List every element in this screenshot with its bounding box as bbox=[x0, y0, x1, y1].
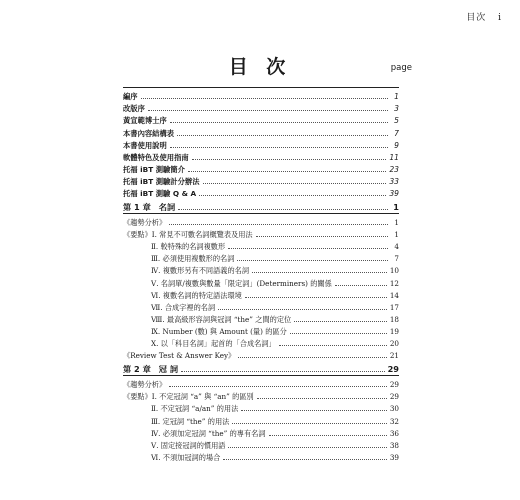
toc-entry[interactable] bbox=[123, 438, 399, 450]
toc-entry-label: Ⅹ. 以「科目名詞」起首的「合成名詞」 bbox=[151, 339, 276, 349]
toc-entry-label: 托福 iBT 測驗簡介 bbox=[123, 164, 185, 174]
dot-leader bbox=[257, 398, 387, 399]
divider bbox=[123, 87, 399, 88]
toc-entry-page: 1 bbox=[394, 92, 399, 102]
dot-leader bbox=[294, 321, 387, 322]
toc-entry-label: Ⅲ. 定冠詞 “the” 的用法 bbox=[151, 416, 230, 426]
toc-entry-page: 5 bbox=[394, 116, 399, 126]
toc-entry-label: Ⅷ. 最高級形容詞與冠詞 “the” 之間的定位 bbox=[151, 315, 292, 325]
dot-leader bbox=[238, 357, 387, 358]
toc-entry-page: 33 bbox=[389, 177, 399, 187]
toc-entry-label: Ⅳ. 複數形另有不同語義的名詞 bbox=[151, 266, 250, 276]
toc-entry[interactable] bbox=[123, 263, 399, 275]
toc-entry-page: 39 bbox=[389, 189, 399, 199]
toc-entry-label: Ⅸ. Number (數) 與 Amount (量) 的區分 bbox=[151, 327, 287, 337]
toc-entry-page: 11 bbox=[389, 152, 399, 162]
chapter-title bbox=[123, 203, 175, 212]
dot-leader bbox=[279, 345, 387, 346]
dot-leader bbox=[218, 309, 387, 310]
toc-entry-page: 19 bbox=[389, 327, 399, 337]
toc-entry-label: 《Review Test & Answer Key》 bbox=[123, 351, 236, 361]
dot-leader bbox=[228, 447, 386, 448]
toc-entry[interactable] bbox=[123, 336, 399, 348]
chapter-title bbox=[123, 365, 178, 374]
front-matter-entry[interactable] bbox=[123, 125, 399, 137]
toc-entry-page: 29 bbox=[389, 392, 399, 402]
toc-entry[interactable] bbox=[123, 239, 399, 251]
toc-entry[interactable] bbox=[123, 401, 399, 413]
toc-entry-page: 1 bbox=[394, 230, 399, 240]
toc-entry-label: 托福 iBT 測驗計分辦法 bbox=[123, 177, 200, 187]
dot-leader bbox=[199, 195, 386, 196]
toc-entry-page: 39 bbox=[389, 452, 399, 462]
toc-entry-label: 本書使用說明 bbox=[123, 140, 167, 150]
toc-entry[interactable] bbox=[123, 251, 399, 263]
front-matter-entry[interactable] bbox=[123, 150, 399, 162]
running-head bbox=[466, 10, 502, 23]
toc-entry-label: Ⅱ. 不定冠詞 “a/an” 的用法 bbox=[151, 404, 239, 414]
toc-entry[interactable] bbox=[123, 288, 399, 300]
toc-entry-label: 托福 iBT 測驗 Q & A bbox=[123, 189, 197, 199]
toc-entry-page: 7 bbox=[394, 128, 399, 138]
front-matter-entry[interactable] bbox=[123, 138, 399, 150]
front-matter-entry[interactable] bbox=[123, 113, 399, 125]
dot-leader bbox=[177, 135, 388, 136]
page-column-label: page bbox=[390, 63, 412, 73]
front-matter-list bbox=[123, 89, 399, 198]
toc-entry[interactable] bbox=[123, 348, 399, 360]
toc-entry-label: Ⅳ. 必須加定冠詞 “the” 的專有名詞 bbox=[151, 428, 266, 438]
toc-entry-page: 9 bbox=[394, 140, 399, 150]
toc-entry[interactable] bbox=[123, 300, 399, 312]
dot-leader bbox=[241, 410, 387, 411]
toc-entry-label: 黃宣範博士序 bbox=[123, 116, 167, 126]
toc-entry[interactable] bbox=[123, 227, 399, 239]
dot-leader bbox=[290, 333, 387, 334]
front-matter-entry[interactable] bbox=[123, 89, 399, 101]
toc-entry-page: 38 bbox=[389, 440, 399, 450]
toc-entry[interactable] bbox=[123, 324, 399, 336]
dot-leader bbox=[178, 209, 388, 210]
toc-entry-label: 《趨勢分析》 bbox=[123, 217, 167, 227]
toc-entry-page: 36 bbox=[389, 428, 399, 438]
toc-entry[interactable] bbox=[123, 377, 399, 389]
chapter-name: 名詞 bbox=[158, 201, 176, 212]
dot-leader bbox=[141, 98, 388, 99]
dot-leader bbox=[148, 110, 388, 111]
toc-entry[interactable] bbox=[123, 275, 399, 287]
dot-leader bbox=[170, 122, 388, 123]
dot-leader bbox=[170, 147, 388, 148]
dot-leader bbox=[237, 260, 388, 261]
dot-leader bbox=[169, 224, 388, 225]
toc-entry-label: 《要點》Ⅰ. 常見不可數名詞概覽表及用法 bbox=[123, 230, 253, 240]
toc-entry-label: Ⅵ. 不須加冠詞的場合 bbox=[151, 452, 221, 462]
chapter-name: 冠 詞 bbox=[158, 363, 179, 374]
chapter-number: 第 2 章 bbox=[123, 363, 151, 374]
dot-leader bbox=[181, 371, 385, 372]
dot-leader bbox=[232, 423, 387, 424]
toc-entry-label: 改版序 bbox=[123, 104, 145, 114]
dot-leader bbox=[228, 248, 388, 249]
toc-entry-label: Ⅴ. 固定接冠詞的慣用語 bbox=[151, 440, 226, 450]
toc-entry[interactable] bbox=[123, 413, 399, 425]
toc-entry-page: 1 bbox=[394, 217, 399, 227]
front-matter-entry[interactable] bbox=[123, 186, 399, 198]
toc-entry-label: Ⅶ. 合成字裡的名詞 bbox=[151, 302, 216, 312]
chapter-heading[interactable] bbox=[123, 360, 399, 374]
dot-leader bbox=[335, 285, 387, 286]
toc-entry-label: 編序 bbox=[123, 92, 138, 102]
chapter-number: 第 1 章 bbox=[123, 201, 151, 212]
dot-leader bbox=[188, 171, 386, 172]
toc-entry-label: Ⅱ. 較特殊的名詞複數形 bbox=[151, 242, 226, 252]
dot-leader bbox=[245, 297, 387, 298]
toc-entry-label: 本書內容結構表 bbox=[123, 128, 175, 138]
toc-entry-label: Ⅲ. 必須使用複數形的名詞 bbox=[151, 254, 235, 264]
dot-leader bbox=[169, 386, 387, 387]
chapter-list bbox=[123, 198, 399, 462]
running-head-text: 目次 bbox=[466, 13, 487, 23]
toc-entry-page: 23 bbox=[389, 164, 399, 174]
toc-entry-page: 12 bbox=[389, 278, 399, 288]
table-of-contents bbox=[123, 86, 399, 462]
dot-leader bbox=[256, 236, 388, 237]
toc-entry[interactable] bbox=[123, 312, 399, 324]
toc-entry-page: 21 bbox=[389, 351, 399, 361]
toc-entry[interactable] bbox=[123, 215, 399, 227]
dot-leader bbox=[192, 159, 387, 160]
chapter-page: 1 bbox=[393, 201, 399, 212]
toc-entry-page: 29 bbox=[389, 380, 399, 390]
dot-leader bbox=[269, 435, 387, 436]
toc-entry[interactable] bbox=[123, 450, 399, 462]
toc-entry[interactable] bbox=[123, 389, 399, 401]
chapter-page: 29 bbox=[387, 363, 399, 374]
divider bbox=[123, 375, 399, 376]
divider bbox=[123, 213, 399, 214]
front-matter-entry[interactable] bbox=[123, 101, 399, 113]
toc-entry-page: 14 bbox=[389, 290, 399, 300]
chapter-heading[interactable] bbox=[123, 198, 399, 212]
front-matter-entry[interactable] bbox=[123, 162, 399, 174]
front-matter-entry[interactable] bbox=[123, 174, 399, 186]
toc-entry-page: 3 bbox=[394, 104, 399, 114]
toc-entry-label: Ⅵ. 複數名詞的特定語法環境 bbox=[151, 290, 242, 300]
dot-leader bbox=[252, 272, 387, 273]
toc-entry-page: 7 bbox=[394, 254, 399, 264]
toc-entry-page: 30 bbox=[389, 404, 399, 414]
toc-entry-label: 軟體特色及使用指南 bbox=[123, 152, 189, 162]
toc-entry-page: 17 bbox=[389, 302, 399, 312]
toc-entry-label: 《趨勢分析》 bbox=[123, 380, 167, 390]
toc-entry-label: Ⅴ. 名詞單/複數與數量「限定詞」(Determiners) 的關係 bbox=[151, 278, 332, 288]
toc-entry-page: 4 bbox=[394, 242, 399, 252]
page-title: 目 次 bbox=[228, 56, 292, 78]
running-head-page-number: i bbox=[498, 13, 502, 23]
toc-entry-page: 32 bbox=[389, 416, 399, 426]
toc-entry-page: 20 bbox=[389, 339, 399, 349]
toc-entry-page: 18 bbox=[389, 315, 399, 325]
dot-leader bbox=[223, 459, 387, 460]
toc-entry[interactable] bbox=[123, 426, 399, 438]
toc-entry-page: 10 bbox=[389, 266, 399, 276]
dot-leader bbox=[203, 183, 387, 184]
toc-entry-label: 《要點》Ⅰ. 不定冠詞 “a” 與 “an” 的區別 bbox=[123, 392, 254, 402]
